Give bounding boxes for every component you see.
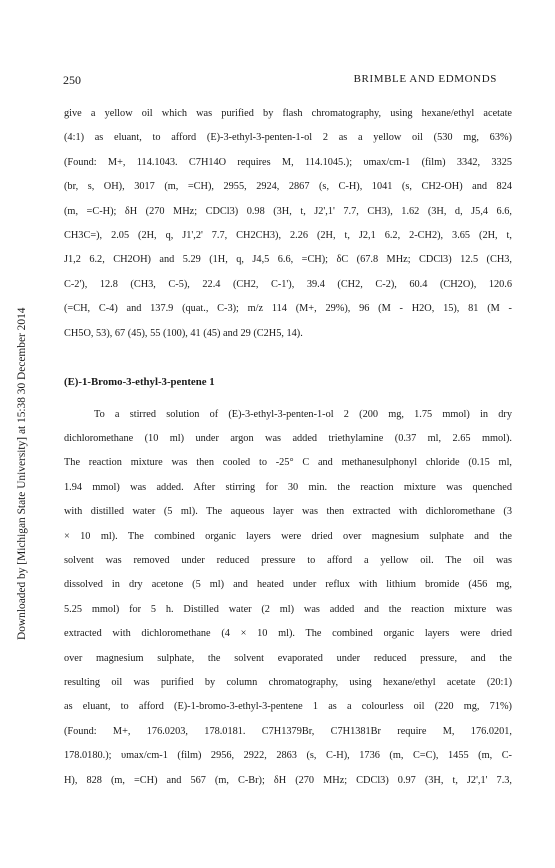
text-line: dichloromethane (10 ml) under argon was added triethylamine (0.37 ml, 2.65 mmol). [64,433,512,445]
text-line: To a stirred solution of (E)-3-ethyl-3-penten-1-ol 2 (200 mg, 1.75 mmol) in dry [94,408,512,420]
text-line: resulting oil was purified by column chromatography, using hexane/ethyl acetate (20:1) [64,676,512,688]
paragraph-experimental-alcohol [64,102,512,346]
article-body [64,102,512,793]
running-head: BRIMBLE AND EDMONDS [353,73,497,85]
text-line: as eluant, to afford (E)-1-bromo-3-ethyl-3-pentene 1 as a colourless oil (220 mg, 71%) [64,701,512,713]
text-line: (br, s, OH), 3017 (m, =CH), 2955, 2924, 2867 (s, C-H), 1041 (s, CH2-OH) and 824 [64,181,512,193]
paragraph-experimental-bromide [64,403,512,793]
text-line: (Found: M+, 114.1043. C7H14O requires M, 114.1045.); υmax/cm-1 (film) 3342, 3325 [64,156,512,168]
text-line: with distilled water (5 ml). The aqueous layer was then extracted with dichloromethane (3 [64,506,512,518]
text-line: C-2'), 12.8 (CH3, C-5), 22.4 (CH2, C-1'), 39.4 (CH2, C-2), 60.4 (CH2O), 120.6 [64,278,512,290]
text-line: H), 828 (m, =CH) and 567 (m, C-Br); δH (270 MHz; CDCl3) 0.97 (3H, t, J2',1' 7.3, [64,774,512,786]
text-line: 5.25 mmol) for 5 h. Distilled water (2 ml) was added and the reaction mixture was [64,603,512,615]
text-line: (Found: M+, 176.0203, 178.0181. C7H1379Br, C7H1381Br require M, 176.0201, [64,725,512,737]
text-line: (=CH, C-4) and 137.9 (quat., C-3); m/z 114 (M+, 29%), 96 (M - H2O, 15), 81 (M - [64,303,512,315]
section-heading: (E)-1-Bromo-3-ethyl-3-pentene 1 [64,376,215,389]
text-line: solvent was removed under reduced pressure to afford a yellow oil. The oil was [64,555,512,567]
download-watermark-text: Downloaded by [Michigan State University] at 15:38 30 December 2014 [16,307,28,640]
text-line: CH3C=), 2.05 (2H, q, J1',2' 7.7, CH2CH3), 2.26 (2H, t, J2,1 6.2, 2-CH2), 3.65 (2H, t, [64,229,512,241]
text-line: give a yellow oil which was purified by flash chromatography, using hexane/ethyl acetate [64,108,512,119]
text-line: CH5O, 53), 67 (45), 55 (100), 41 (45) and 29 (C2H5, 14). [64,327,303,339]
text-line: extracted with dichloromethane (4 × 10 ml). The combined organic layers were dried [64,628,512,640]
page-number: 250 [63,73,81,87]
text-line: 178.0180.); υmax/cm-1 (film) 2956, 2922, 2863 (s, C-H), 1736 (m, C=C), 1455 (m, C- [64,750,512,762]
text-line: (m, =C-H); δH (270 MHz; CDCl3) 0.98 (3H, t, J2',1' 7.7, CH3), 1.62 (3H, d, J5,4 6.6, [64,205,512,217]
text-line: (4:1) as eluant, to afford (E)-3-ethyl-3-penten-1-ol 2 as a yellow oil (530 mg, 63%) [64,132,512,144]
text-line: × 10 ml). The combined organic layers were dried over magnesium sulphate and the [64,530,512,542]
text-line: over magnesium sulphate, the solvent evaporated under reduced pressure, and the [64,652,512,664]
text-line: 1.94 mmol) was added. After stirring for 30 min. the reaction mixture was quenched [64,481,512,493]
text-line: J1,2 6.2, CH2OH) and 5.29 (1H, q, J4,5 6.6, =CH); δC (67.8 MHz; CDCl3) 12.5 (CH3, [64,254,512,266]
text-line: The reaction mixture was then cooled to -25° C and methanesulphonyl chloride (0.15 ml, [64,457,512,469]
text-line: dissolved in dry acetone (5 ml) and heated under reflux with lithium bromide (456 mg, [64,579,512,591]
